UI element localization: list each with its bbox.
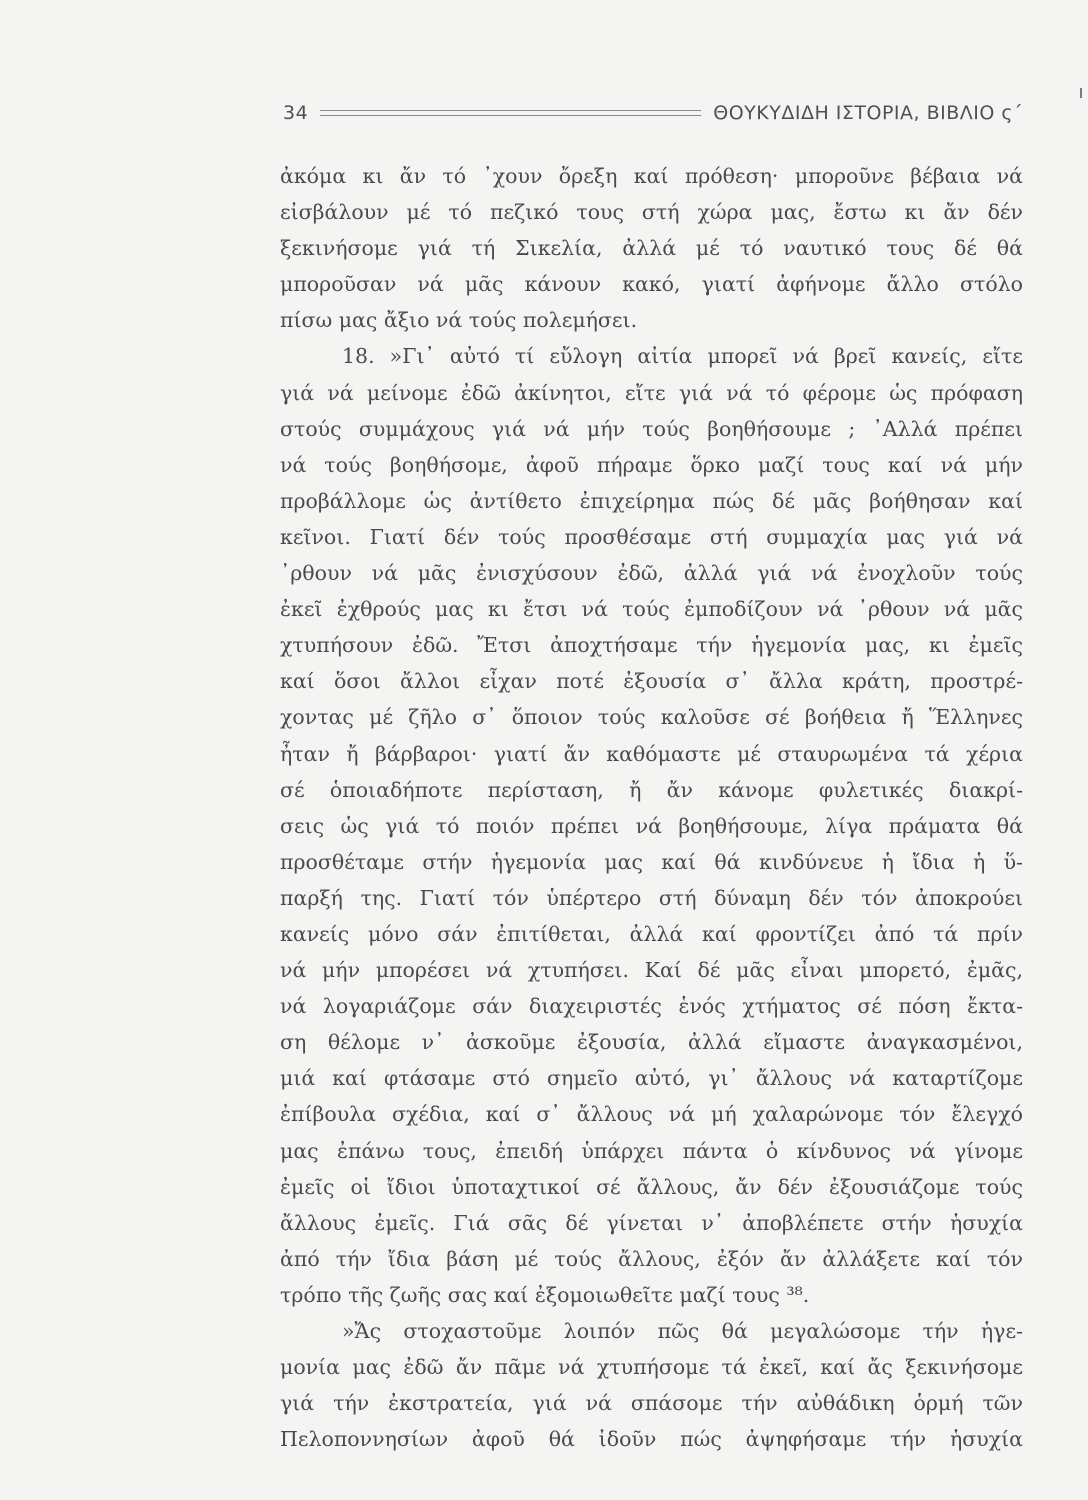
text-line: γιά τήν ἐκστρατεία, γιά νά σπάσομε τήν αὐθάδικη ὁρμή τῶν [280, 1391, 1023, 1416]
text-line: σεις ὡς γιά τό ποιόν πρέπει νά βοηθήσουμε, λίγα πράματα θά [280, 813, 1023, 838]
text-line: μας ἐπάνω τους, ἐπειδή ὑπάρχει πάντα ὁ κίνδυνος νά γίνομε [280, 1138, 1023, 1163]
text-line: κεῖνοι. Γιατί δέν τούς προσθέσαμε στή συμμαχία μας γιά νά [280, 524, 1023, 549]
running-header [283, 98, 1023, 128]
text-line: ᾽ρθουν νά μᾶς ἐνισχύσουν ἐδῶ, ἀλλά γιά νά ἐνοχλοῦν τούς [280, 561, 1023, 586]
text-line: νά τούς βοηθήσομε, ἀφοῦ πήραμε ὅρκο μαζί τους καί νά μήν [280, 452, 1023, 477]
text-line: τρόπο τῆς ζωῆς σας καί ἐξομοιωθεῖτε μαζί τους ³⁸. [280, 1282, 810, 1307]
text-line: προβάλλομε ὡς ἀντίθετο ἐπιχείρημα πώς δέ μᾶς βοήθησαν καί [280, 488, 1023, 513]
text-line: ἐμεῖς οἱ ἴδιοι ὑποταχτικοί σέ ἄλλους, ἄν δέν ἐξουσιάζομε τούς [280, 1174, 1023, 1199]
text-line: εἰσβάλουν μέ τό πεζικό τους στή χώρα μας, ἔστω κι ἄν δέν [280, 200, 1023, 225]
text-line: μποροῦσαν νά μᾶς κάνουν κακό, γιατί ἀφήνομε ἄλλο στόλο [280, 272, 1023, 297]
text-line: πίσω μας ἄξιο νά τούς πολεμήσει. [280, 308, 638, 333]
body-text [280, 158, 1023, 1457]
text-line: ἐπίβουλα σχέδια, καί σ᾽ ἄλλους νά μή χαλαρώνομε τόν ἔλεγχό [280, 1102, 1023, 1127]
text-line: ἀκόμα κι ἄν τό ᾽χουν ὄρεξη καί πρόθεση· μποροῦνε βέβαια νά [280, 164, 1023, 188]
page-number: 34 [283, 102, 309, 124]
text-line: στούς συμμάχους γιά νά μήν τούς βοηθήσουμε ; ᾽Αλλά πρέπει [280, 416, 1023, 441]
text-line: ἐκεῖ ἐχθρούς μας κι ἔτσι νά τούς ἐμποδίζουν νά ᾽ρθουν νά μᾶς [280, 597, 1023, 622]
text-line: Πελοποννησίων ἀφοῦ θά ἰδοῦν πώς ἀψηφήσαμε τήν ἡσυχία [280, 1427, 1023, 1452]
text-line: ἦταν ἤ βάρβαροι· γιατί ἄν καθόμαστε μέ σταυρωμένα τά χέρια [280, 741, 1023, 766]
text-line: ἀπό τήν ἴδια βάση μέ τούς ἄλλους, ἐξόν ἄν ἀλλάξετε καί τόν [280, 1246, 1023, 1271]
paragraph-start-line: »Ἄς στοχαστοῦμε λοιπόν πῶς θά μεγαλώσομε τήν ἡγε- [342, 1319, 1023, 1343]
text-line: ἄλλους ἐμεῖς. Γιά σᾶς δέ γίνεται ν᾽ ἀποβλέπετε στήν ἡσυχία [280, 1210, 1023, 1235]
text-line: προσθέταμε στήν ἡγεμονία μας καί θά κινδύνευε ἡ ἴδια ἡ ὕ- [280, 849, 1023, 874]
text-line: χτυπήσουν ἐδῶ. Ἔτσι ἀποχτήσαμε τήν ἡγεμονία μας, κι ἐμεῖς [280, 633, 1023, 658]
running-title: ΘΟΥΚΥΔΙΔΗ ΙΣΤΟΡΙΑ, ΒΙΒΛΙΟ ς΄ [713, 102, 1023, 124]
paragraph-start-line: 18. »Γι᾽ αὐτό τί εὔλογη αἰτία μπορεῖ νά βρεῖ κανείς, εἴτε [342, 344, 1023, 369]
text-line: κανείς μόνο σάν ἐπιτίθεται, ἀλλά καί φροντίζει ἀπό τά πρίν [280, 921, 1023, 946]
text-line: γιά νά μείνομε ἐδῶ ἀκίνητοι, εἴτε γιά νά τό φέρομε ὡς πρόφαση [280, 380, 1023, 405]
text-line: μονία μας ἐδῶ ἄν πᾶμε νά χτυπήσομε τά ἐκεῖ, καί ἄς ξεκινήσομε [280, 1355, 1023, 1380]
text-line: μιά καί φτάσαμε στό σημεῖο αὐτό, γι᾽ ἄλλους νά καταρτίζομε [280, 1066, 1023, 1091]
page-edge-mark [1080, 88, 1082, 98]
text-line: χοντας μέ ζῆλο σ᾽ ὅποιον τούς καλοῦσε σέ βοήθεια ἤ Ἕλληνες [280, 705, 1023, 730]
text-line: νά μήν μπορέσει νά χτυπήσει. Καί δέ μᾶς εἶναι μπορετό, ἐμᾶς, [280, 958, 1023, 983]
header-rule [320, 110, 701, 116]
text-line: παρξή της. Γιατί τόν ὑπέρτερο στή δύναμη δέν τόν ἀποκρούει [280, 885, 1023, 910]
text-line: σέ ὁποιαδήποτε περίσταση, ἤ ἄν κάνομε φυλετικές διακρί- [280, 777, 1023, 802]
text-line: ξεκινήσομε γιά τή Σικελία, ἀλλά μέ τό ναυτικό τους δέ θά [280, 236, 1023, 261]
text-line: καί ὅσοι ἄλλοι εἶχαν ποτέ ἐξουσία σ᾽ ἄλλα κράτη, προστρέ- [280, 669, 1023, 694]
text-line: ση θέλομε ν᾽ ἀσκοῦμε ἐξουσία, ἀλλά εἴμαστε ἀναγκασμένοι, [280, 1030, 1023, 1055]
text-line: νά λογαριάζομε σάν διαχειριστές ἑνός χτήματος σέ πόση ἔκτα- [280, 994, 1023, 1019]
